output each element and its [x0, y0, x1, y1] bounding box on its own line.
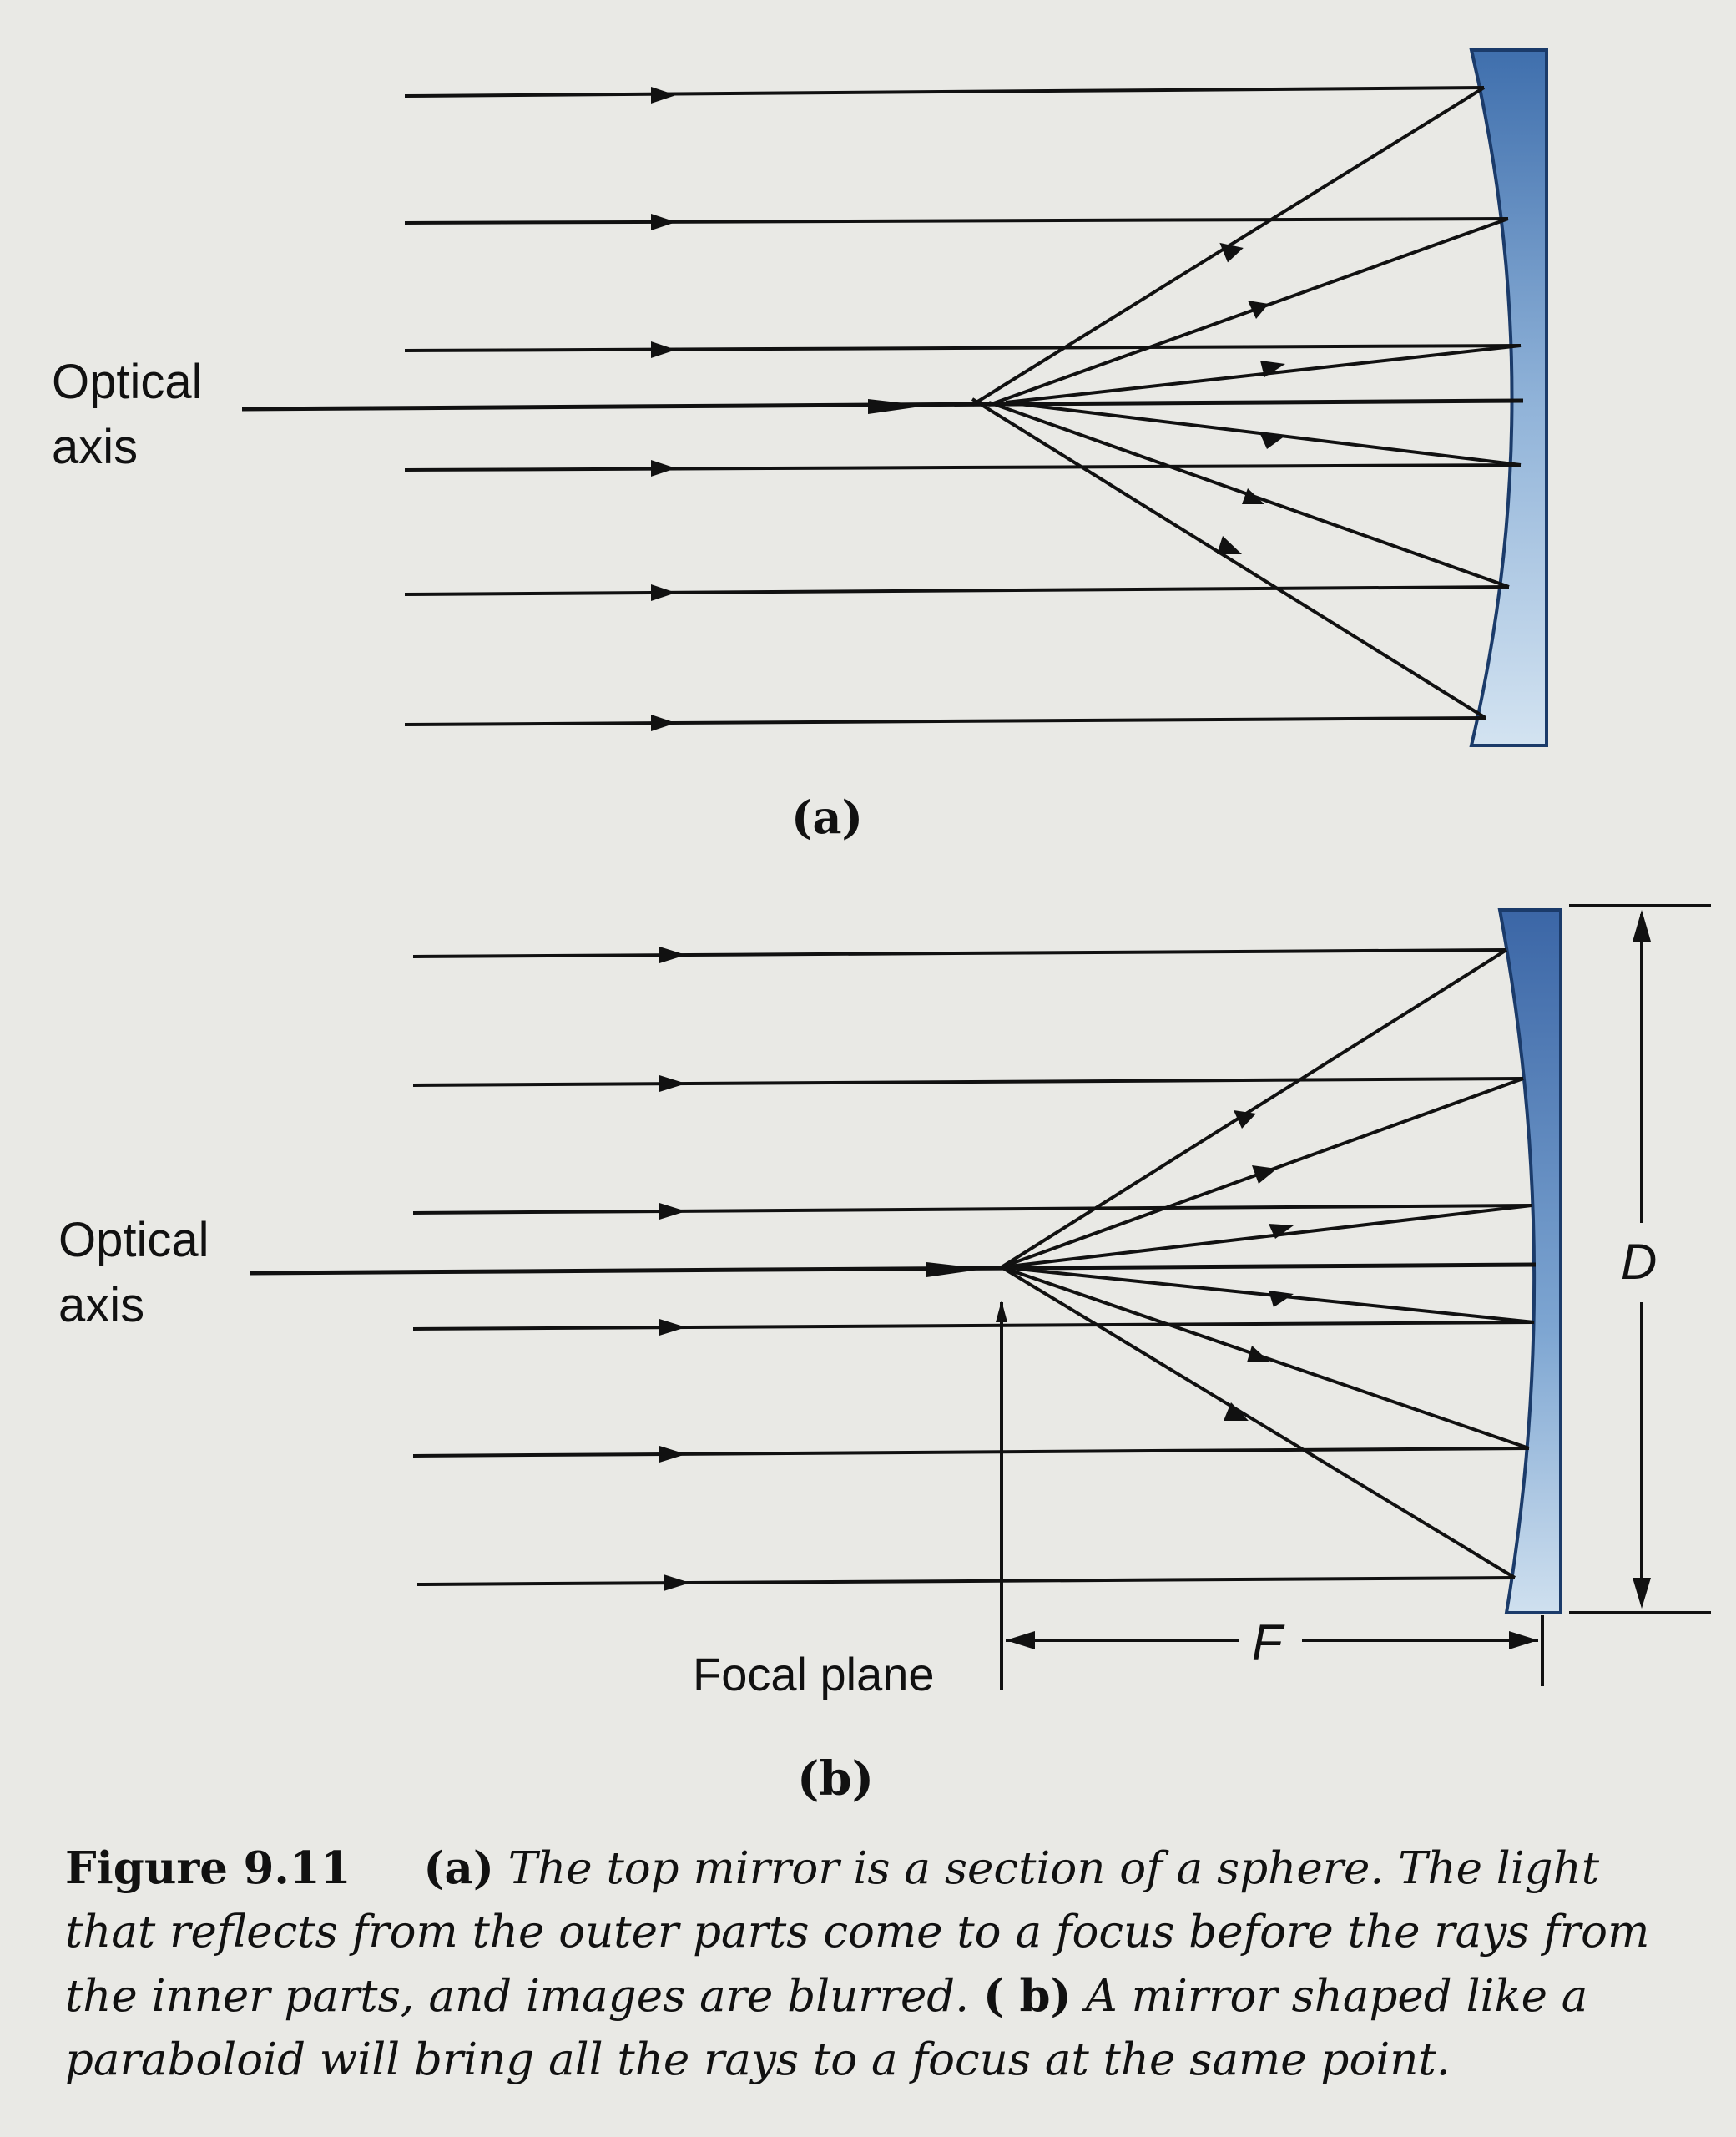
diameter-label: D [1621, 1234, 1658, 1290]
incoming-ray [413, 1205, 1532, 1213]
parabolic-mirror-b [1500, 910, 1561, 1613]
optical-axis-line-b [250, 1265, 1536, 1273]
reflected-ray [1002, 1205, 1532, 1267]
incoming-ray [405, 718, 1486, 725]
reflected-arrowhead [1269, 1291, 1294, 1307]
reflected-arrowhead [1260, 434, 1285, 449]
ray-arrowhead [659, 1446, 686, 1463]
incoming-ray [413, 1079, 1523, 1085]
reflected-arrowhead [1217, 536, 1242, 554]
incoming-ray [405, 88, 1484, 96]
panel-label-b: (b) [797, 1751, 875, 1806]
reflected-arrowhead [1260, 361, 1285, 377]
incoming-ray [413, 1448, 1529, 1456]
caption-part-b-text: A mirror shaped like a paraboloid will bring all the rays to a focus at the same point. [65, 1971, 1588, 2085]
panel-label-a: (a) [791, 791, 864, 844]
reflected-arrowhead [1242, 488, 1264, 504]
ray-arrowhead [651, 214, 676, 230]
incoming-ray [405, 465, 1521, 470]
figure-number: Figure 9.11 [65, 1842, 351, 1894]
incoming-ray [405, 219, 1508, 223]
dimension-arrowhead-right [1509, 1631, 1538, 1649]
caption-part-a-text: The top mirror is a section of a sphere. The light that reflects from the outer parts come to a focus before the rays from the inner parts, and images are blurred. [65, 1843, 1650, 2022]
panel-b [58, 906, 1711, 1806]
focal-plane-label: Focal plane [693, 1648, 935, 1700]
reflected-ray [972, 399, 1486, 718]
reflected-ray [1006, 402, 1521, 465]
axis-label-b-line1: Optical [58, 1213, 209, 1267]
ray-arrowhead [659, 947, 686, 963]
axis-label-b-line2: axis [58, 1278, 145, 1332]
caption-part-a-tag: (a) [423, 1842, 494, 1894]
incoming-ray [405, 346, 1521, 351]
axis-label-a-line1: Optical [52, 355, 203, 409]
incoming-ray [405, 587, 1509, 594]
dimension-arrowhead-top [1633, 910, 1651, 942]
axis-label-a-line2: axis [52, 420, 139, 474]
ray-arrowhead [651, 341, 676, 358]
incoming-ray [413, 1322, 1534, 1329]
incoming-ray [413, 950, 1506, 957]
dimension-arrowhead-left [1006, 1631, 1035, 1649]
reflected-ray [1002, 950, 1506, 1267]
reflected-arrowhead [1247, 1346, 1270, 1362]
axis-arrowhead [868, 399, 926, 414]
ray-arrowhead [659, 1075, 686, 1092]
ray-arrowhead [651, 715, 676, 731]
ray-arrowhead [659, 1203, 686, 1220]
panel-a [52, 50, 1547, 844]
reflected-ray [1006, 346, 1521, 402]
focal-length-label: F [1252, 1614, 1283, 1670]
incoming-ray [417, 1578, 1515, 1584]
spherical-mirror-a [1471, 50, 1547, 745]
ray-arrowhead [651, 460, 676, 477]
caption-part-b-tag: ( b) [982, 1970, 1072, 2022]
dimension-arrowhead-bottom [1633, 1578, 1651, 1609]
figure-caption [65, 1836, 1701, 2092]
ray-arrowhead [651, 87, 676, 104]
ray-arrowhead [651, 584, 676, 601]
ray-arrowhead [659, 1319, 686, 1336]
axis-arrowhead [926, 1262, 985, 1277]
ray-arrowhead [664, 1574, 690, 1591]
